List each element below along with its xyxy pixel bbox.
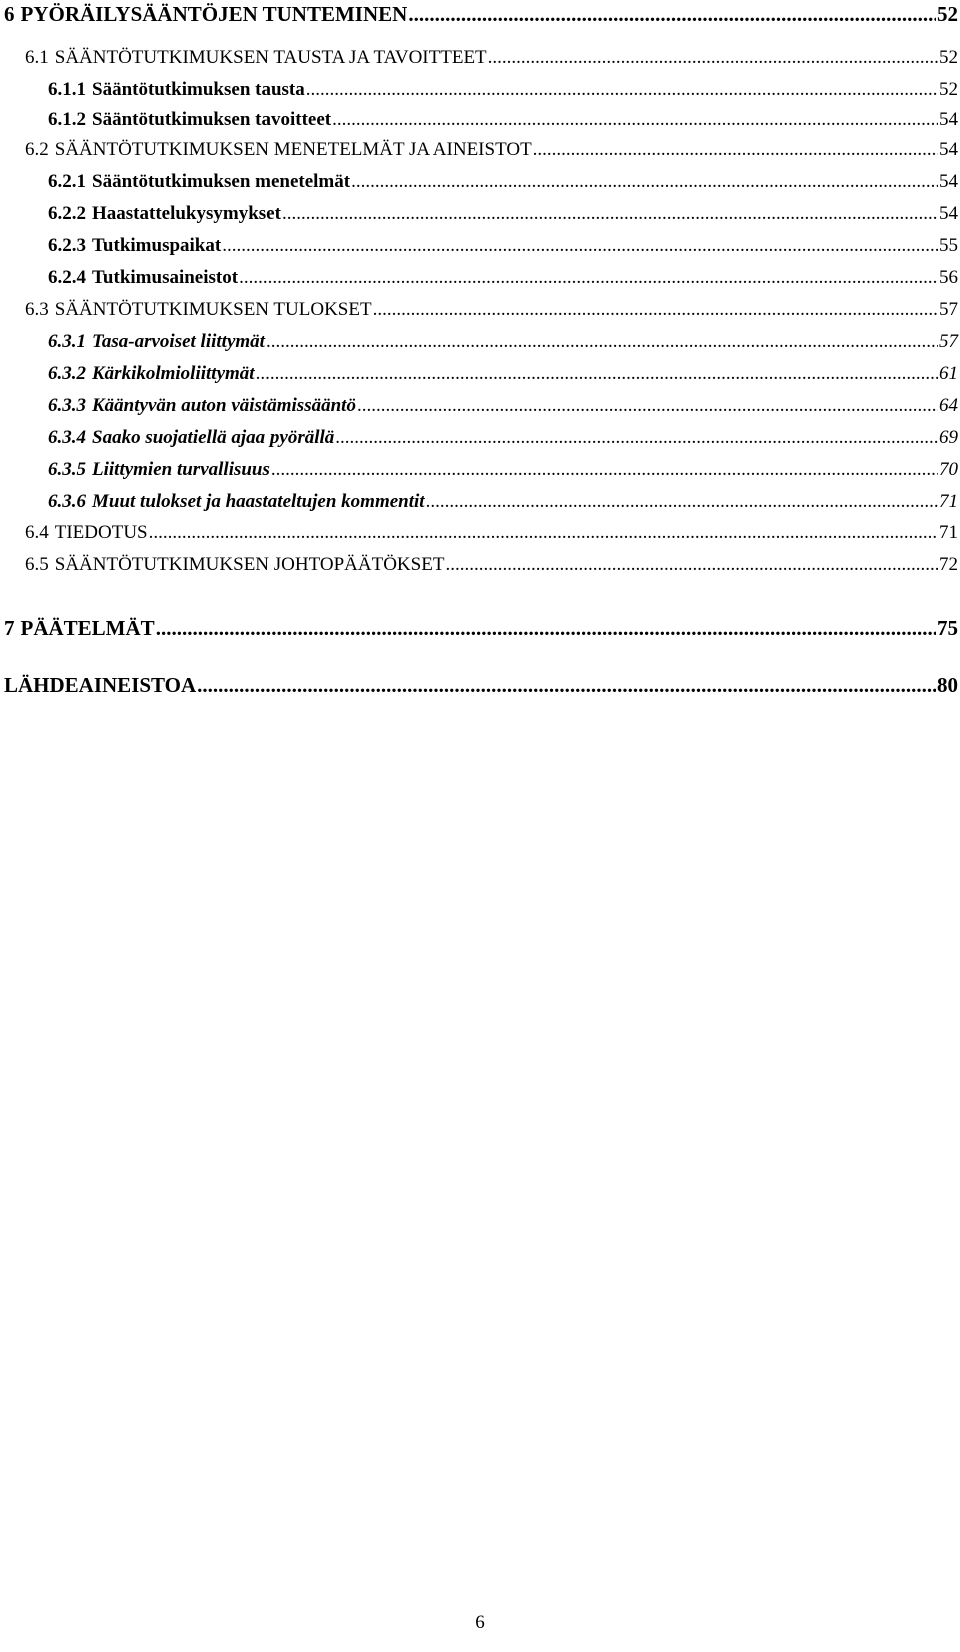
toc-entry-page: 54 <box>939 203 958 224</box>
toc-entry-page: 61 <box>939 363 958 384</box>
toc-entry-page: 52 <box>939 79 958 100</box>
toc-entry-number: 6.1 <box>25 47 49 68</box>
toc-entry[interactable] <box>25 523 958 542</box>
toc-entry-title: Haastattelukysymykset <box>92 203 281 224</box>
toc-entry-number: 6.5 <box>25 554 49 575</box>
toc-entry-page: 57 <box>939 299 958 320</box>
dot-leader <box>426 492 938 511</box>
dot-leader <box>445 555 938 574</box>
toc-entry-page: 69 <box>939 427 958 448</box>
dot-leader <box>306 80 938 99</box>
toc-entry-title: Tasa-arvoiset liittymät <box>92 331 265 352</box>
toc-entry[interactable] <box>4 618 958 639</box>
toc-entry-title: Kääntyvän auton väistämissääntö <box>92 395 356 416</box>
toc-entry-page: 52 <box>939 47 958 68</box>
toc-entry-title: Kärkikolmioliittymät <box>92 363 255 384</box>
toc-entry-title: TIEDOTUS <box>54 522 148 543</box>
toc-entry-title: PYÖRÄILYSÄÄNTÖJEN TUNTEMINEN <box>20 2 408 26</box>
toc-entry-title: SÄÄNTÖTUTKIMUKSEN TAUSTA JA TAVOITTEET <box>54 47 487 68</box>
toc-entry-number: 6.3.5 <box>48 459 86 480</box>
toc-entry-number: 6.1.1 <box>48 79 86 100</box>
toc-entry-title: PÄÄTELMÄT <box>20 616 155 640</box>
toc-entry[interactable] <box>25 300 958 319</box>
toc-entry-title: Tutkimusaineistot <box>92 267 239 288</box>
dot-leader <box>197 675 936 696</box>
toc-entry-page: 54 <box>939 139 958 160</box>
toc-entry-page: 54 <box>939 171 958 192</box>
page-number: 6 <box>475 1612 485 1633</box>
dot-leader <box>335 428 938 447</box>
toc-entry[interactable] <box>48 80 958 99</box>
toc-entry[interactable] <box>48 268 958 287</box>
dot-leader <box>271 460 938 479</box>
toc-entry-page: 52 <box>937 2 958 26</box>
dot-leader <box>488 48 938 67</box>
toc-entry[interactable] <box>48 460 958 479</box>
toc-entry-number: 6.3.1 <box>48 331 86 352</box>
toc-entry-page: 72 <box>939 554 958 575</box>
dot-leader <box>282 204 938 223</box>
toc-entry-title: SÄÄNTÖTUTKIMUKSEN JOHTOPÄÄTÖKSET <box>54 554 445 575</box>
dot-leader <box>332 110 938 129</box>
toc-entry-page: 70 <box>939 459 958 480</box>
toc-entry[interactable] <box>4 4 958 25</box>
toc-entry-number: 6.2.3 <box>48 235 86 256</box>
toc-entry-page: 55 <box>939 235 958 256</box>
toc-entry-title: Tutkimuspaikat <box>92 235 222 256</box>
toc-entry[interactable] <box>48 396 958 415</box>
toc-entry[interactable] <box>48 204 958 223</box>
toc-entry-page: 57 <box>939 331 958 352</box>
toc-entry-number: 6.3.4 <box>48 427 86 448</box>
dot-leader <box>351 172 938 191</box>
toc-entry[interactable] <box>48 172 958 191</box>
toc-entry-title: Liittymien turvallisuus <box>92 459 270 480</box>
toc-entry-title: SÄÄNTÖTUTKIMUKSEN MENETELMÄT JA AINEISTOT <box>54 139 532 160</box>
toc-entry[interactable] <box>25 140 958 159</box>
toc-entry[interactable] <box>25 555 958 574</box>
toc-entry-page: 64 <box>939 395 958 416</box>
toc-entry-page: 80 <box>937 673 958 697</box>
toc-entry-page: 56 <box>939 267 958 288</box>
toc-entry-number: 6 <box>4 2 15 26</box>
dot-leader <box>239 268 938 287</box>
toc-entry-title: LÄHDEAINEISTOA <box>4 673 197 697</box>
toc-entry-number: 6.1.2 <box>48 109 86 130</box>
toc-entry[interactable] <box>48 332 958 351</box>
toc-entry[interactable] <box>48 492 958 511</box>
toc-entry-number: 6.4 <box>25 522 49 543</box>
toc-entry-title: Saako suojatiellä ajaa pyörällä <box>92 427 335 448</box>
dot-leader <box>149 523 938 542</box>
toc-entry[interactable] <box>48 236 958 255</box>
toc-entry-title: SÄÄNTÖTUTKIMUKSEN TULOKSET <box>54 299 372 320</box>
dot-leader <box>408 4 936 25</box>
toc-entry-number: 6.3.6 <box>48 491 86 512</box>
toc-entry-page: 71 <box>939 491 958 512</box>
toc-entry-page: 54 <box>939 109 958 130</box>
toc-entry-page: 71 <box>939 522 958 543</box>
dot-leader <box>533 140 938 159</box>
dot-leader <box>156 618 936 639</box>
dot-leader <box>373 300 938 319</box>
toc-entry-title: Sääntötutkimuksen tavoitteet <box>92 109 332 130</box>
toc-entry-number: 6.2.2 <box>48 203 86 224</box>
toc-entry-number: 7 <box>4 616 15 640</box>
toc-entry-page: 75 <box>937 616 958 640</box>
toc-entry-title: Sääntötutkimuksen menetelmät <box>92 171 351 192</box>
toc-entry-number: 6.3 <box>25 299 49 320</box>
toc-entry[interactable] <box>48 364 958 383</box>
dot-leader <box>256 364 938 383</box>
toc-entry-number: 6.3.2 <box>48 363 86 384</box>
dot-leader <box>357 396 938 415</box>
dot-leader <box>222 236 938 255</box>
toc-entry-number: 6.3.3 <box>48 395 86 416</box>
toc-entry-number: 6.2.1 <box>48 171 86 192</box>
toc-entry[interactable] <box>25 48 958 67</box>
dot-leader <box>266 332 938 351</box>
toc-entry[interactable] <box>48 110 958 129</box>
toc-entry-title: Muut tulokset ja haastateltujen kommentit <box>92 491 425 512</box>
toc-entry-title: Sääntötutkimuksen tausta <box>92 79 305 100</box>
toc-entry[interactable] <box>48 428 958 447</box>
toc-entry[interactable] <box>4 675 958 696</box>
toc-entry-number: 6.2 <box>25 139 49 160</box>
toc-entry-number: 6.2.4 <box>48 267 86 288</box>
